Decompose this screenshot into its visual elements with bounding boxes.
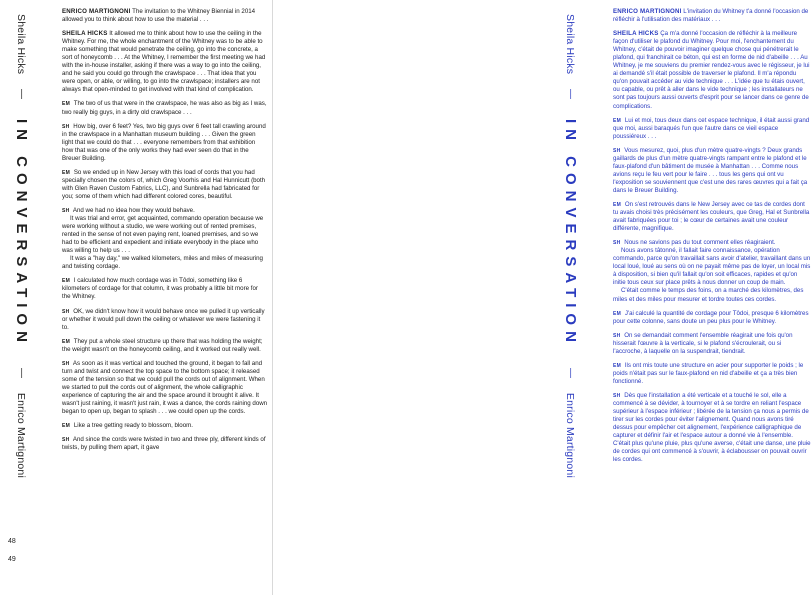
dialogue-paragraph [62, 123, 268, 163]
dialogue-text: It allowed me to think about how to use the ceiling in the Whitney. For me, the whole enchantment of the Whitney was to be able to make something that would penetrate the ceiling, go into the concrete, a sort of honeycomb . . . At the Whitney, I remember the first meeting we had with the in-house installer, asking if there was a way to go into the ceiling, and he said you could go through the crawlspace . . . That idea that you were open, or able, or willing, to go into the crawlspace; installers are not always that open-minded to get involved with that kind of complication. [62, 30, 266, 94]
dialogue-text: I calculated how much cordage was in Tôdoi, something like 6 kilometers of cordage for that column, it was probably a little bit more for the Whitney. [62, 277, 258, 301]
speaker-initials: SH [613, 147, 621, 154]
french-transcript [613, 8, 811, 592]
speaker-initials: SH [613, 332, 621, 339]
dialogue-paragraph [613, 332, 811, 356]
dialogue-paragraph [62, 277, 268, 301]
speaker-initials: SH [613, 392, 621, 399]
dialogue-text: OK, we didn't know how it would behave once we pulled it up vertically or whether it would pull down the ceiling or whatever we were fastening it to. [62, 307, 265, 331]
page-number-right-label: 49 [8, 556, 16, 563]
spine-dash: — [16, 88, 27, 99]
dialogue-text: The two of us that were in the crawlspace, he was also as big as I was, two really big guys, in a dirty old crawlspace . . . [62, 100, 267, 116]
dialogue-text: And since the cords were twisted in two and three ply, different kinds of twists, by pulling them apart, it gave [62, 436, 266, 452]
speaker-initials: SH [62, 437, 70, 444]
speaker-initials: SH [62, 360, 70, 367]
speaker-initials: EM [62, 423, 71, 430]
speaker-initials: EM [613, 362, 622, 369]
dialogue-paragraph [613, 8, 811, 24]
spine-in-conversation: IN CONVERSATION [13, 119, 30, 348]
speaker-initials: EM [62, 278, 71, 285]
dialogue-paragraph [62, 422, 268, 430]
spine-name-enrico: Enrico Martignoni [15, 392, 27, 478]
speaker-initials: EM [613, 201, 622, 208]
dialogue-text: And we had no idea how they would behave. [72, 206, 195, 214]
dialogue-text: J'ai calculé la quantité de cordage pour Tôdoi, presque 6 kilomètres pour cette colonne, sans doute un peu plus pour le Whitney. [613, 309, 809, 325]
dialogue-text: As soon as it was vertical and touched the ground, it began to fall and turn and twist and connect the top space to the bottom space; it released some of the tension so that we could pull the cords out of alignment. When we started to pull the cords out of alignment, the whole calligraphic experience of capturing the air and the space around it brought it alive. It wasn't just raining, it wasn't just rain, it was a dance, the cords raining down began to open up, began to splash . . . we could open up the cords. [62, 359, 268, 416]
page-number-left: 48 [8, 538, 16, 545]
dialogue-paragraph [613, 117, 811, 141]
dialogue-text: L'invitation du Whitney t'a donné l'occasion de réfléchir à l'utilisation des matériaux . . . [613, 8, 809, 24]
dialogue-paragraph [613, 239, 811, 303]
dialogue-paragraph [62, 100, 268, 116]
spine-title-right [555, 14, 579, 478]
speaker-initials: SH [62, 123, 70, 130]
dialogue-paragraph [62, 436, 268, 452]
dialogue-text: Like a tree getting ready to blossom, bloom. [73, 422, 193, 430]
dialogue-text: Vous mesurez, quoi, plus d'un mètre quatre-vingts ? Deux grands gaillards de plus d'un mètre quatre-vingts rampant entre le plafond et le faux-plafond d'un bâtiment de musée à Manhattan . . . Comme nous avions reçu le feu vert pour le faire . . . tous les gens qui ont vu l'exposition se souviennent que c'est une des rares œuvres qui a fait ça dans le Breuer Building. [613, 146, 808, 194]
dialogue-text: Nous ne savions pas du tout comment elles réagiraient. [624, 239, 776, 247]
dialogue-text: Dès que l'installation a été verticale et a touché le sol, elle a commencé à se dévider, à tournoyer et à se tordre en reliant l'espace supérieur à l'espace inférieur ; libérée de la tension ça nous a permis de tirer sur les cordes pour éviter l'alignement. Quand nous avons tiré dessus pour empêcher cet alignement, l'expérience calligraphique de capturer et définir l'air et l'espace autour a donné vie à l'ensemble. C'était plus qu'une pluie, plus qu'une averse, c'était une danse, une pluie de cordes qui ont commencé à s'ouvrir, à éclabousser on pouvait ouvrir les cordes. [613, 391, 811, 464]
dialogue-paragraph [62, 169, 268, 201]
dialogue-text: They put a whole steel structure up there that was holding the weight; the weight wasn't on the honeycomb ceiling, and it worked out really well. [62, 337, 263, 353]
dialogue-continuation: It was trial and error, get acquainted, commando operation because we were working without a studio, we were working out of rented premises, rented in the sense of not even paying rent, loaned premises, and so we had to be efficient and expedient and initiate everybody in the place who was willing to help us . . . [62, 215, 264, 255]
dialogue-paragraph [62, 308, 268, 332]
dialogue-text: How big, over 6 feet? Yes, two big guys over 6 feet tall crawling around in the crawlspace in a Manhattan museum building . . . Given the green light that we could do that . . . everyone remembers from that exhibition how that was one of the only works they had ever seen do that in the Breuer Building. [62, 122, 266, 162]
speaker-initials: EM [62, 338, 71, 345]
dialogue-text: So we ended up in New Jersey with this load of cords that you had specially chosen the colors of, which Greg Voorhis and Hal Hunnicutt (both with Glen Raven Custom Fabrics, LLC), and Sunbrella had fabricated for you; some of them which had different colored cores, beautiful. [62, 168, 266, 200]
dialogue-paragraph [62, 338, 268, 354]
spine-dash: — [565, 88, 576, 99]
spine-dash: — [565, 368, 576, 379]
dialogue-continuation: Nous avons tâtonné, il fallait faire connaissance, opération commando, parce qu'on travaillait sans avoir d'atelier, travaillant dans un local loué, loué au sens où on ne payait même pas de loyer, un local mis à disposition, si bien qu'il fallait qu'on soit efficaces, rapides et qu'on initie tous ceux sur place prêts à nous donner un coup de main. [613, 247, 811, 287]
spine-in-conversation: IN CONVERSATION [562, 119, 579, 348]
speaker-initials: SH [62, 308, 70, 315]
right-page-french [273, 0, 811, 595]
dialogue-paragraph [613, 30, 811, 110]
speaker-name: ENRICO MARTIGNONI [613, 8, 682, 15]
english-transcript [62, 8, 268, 592]
dialogue-paragraph [62, 360, 268, 416]
dialogue-paragraph [613, 310, 811, 326]
speaker-initials: EM [62, 101, 71, 108]
dialogue-paragraph [62, 30, 268, 94]
dialogue-paragraph [613, 201, 811, 233]
speaker-name: SHEILA HICKS [613, 30, 659, 38]
dialogue-paragraph [613, 362, 811, 386]
left-page-english [0, 0, 273, 595]
dialogue-text: Lui et moi, tous deux dans cet espace technique, il était aussi grand que moi, aussi baraqués l'un que l'autre dans ce vieil espace poussiéreux . . . [613, 116, 810, 140]
dialogue-continuation: It was a "hay day," we walked kilometers, miles and miles of measuring and twisting cordage. [62, 255, 263, 271]
speaker-initials: EM [613, 117, 622, 124]
speaker-initials: SH [613, 240, 621, 247]
dialogue-paragraph [613, 147, 811, 195]
speaker-initials: SH [62, 207, 70, 214]
speaker-initials: EM [62, 169, 71, 176]
speaker-name: ENRICO MARTIGNONI [62, 8, 131, 15]
dialogue-paragraph [62, 8, 268, 24]
spine-dash: — [16, 368, 27, 379]
spine-name-sheila: Sheila Hicks [15, 14, 27, 75]
speaker-name: SHEILA HICKS [62, 30, 108, 38]
dialogue-paragraph [62, 207, 268, 271]
dialogue-text: The invitation to the Whitney Biennial in 2014 allowed you to think about how to use the material . . . [62, 8, 256, 24]
spine-name-sheila: Sheila Hicks [564, 14, 576, 75]
dialogue-text: On s'est retrouvés dans le New Jersey avec ce tas de cordes dont tu avais choisi très précisément les couleurs, que Greg, Hal et Sunbrella avait fabriquées pour toi ; le cœur de certaines avait une couleur différente, magnifique. [613, 200, 810, 233]
dialogue-paragraph [613, 392, 811, 464]
speaker-initials: EM [613, 310, 622, 317]
spine-name-enrico: Enrico Martignoni [564, 392, 576, 478]
dialogue-text: On se demandait comment l'ensemble réagirait une fois qu'on hisserait l'œuvre à la verticale, si le plafond s'écroulerait, ou si l'accroche, à laquelle on la suspendrait, tiendrait. [613, 331, 793, 355]
dialogue-text: Ils ont mis toute une structure en acier pour supporter le poids ; le poids n'était pas sur le faux-plafond en nid d'abeille et ça a très bien fonctionné. [613, 361, 804, 385]
dialogue-text: Ça m'a donné l'occasion de réfléchir à la meilleure façon d'utiliser le plafond du Whitney. Pour moi, l'enchantement du Whitney, c'était de pouvoir imaginer quelque chose qui pénétrerait le plafond, qui franchirait ce béton, qui est en forme de nid d'abeille . . . Au Whitney, je me souviens du premier rendez-vous avec le régisseur, je lui ai demandé s'il était possible de traverser le plafond. Il m'a répondu qu'on pouvait accéder au vide technique . . . L'idée que tu étais ouvert, ou capable, ou prêt à aller dans le vide technique ; les installateurs ne sont pas toujours aussi ouverts d'esprit pour se lancer dans ce genre de complications. [613, 30, 810, 110]
dialogue-continuation: C'était comme le temps des foins, on a marché des kilomètres, des miles et des miles pour mesurer et tordre toutes ces cordes. [613, 287, 804, 303]
spine-title-left [6, 14, 30, 478]
